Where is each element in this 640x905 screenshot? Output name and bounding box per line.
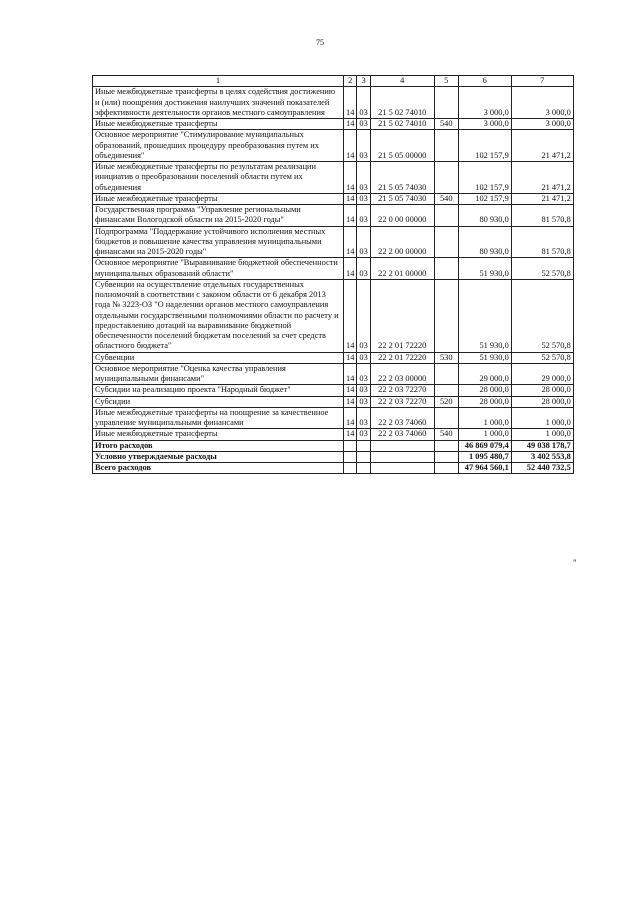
row-amount-col6: 1 000,0 xyxy=(458,429,511,440)
total-label: Условно утверждаемые расходы xyxy=(93,451,344,462)
row-subsection-code: 03 xyxy=(357,258,370,280)
row-target-article: 21 5 02 74010 xyxy=(370,87,434,119)
column-header: 7 xyxy=(511,76,573,87)
row-amount-col7: 1 000,0 xyxy=(511,429,573,440)
row-amount-col6: 28 000,0 xyxy=(458,396,511,407)
total-amount-col6: 1 095 480,7 xyxy=(458,451,511,462)
row-description: Иные межбюджетные трансферты xyxy=(93,193,344,204)
row-amount-col7: 3 000,0 xyxy=(511,87,573,119)
row-section-code: 14 xyxy=(344,193,357,204)
row-subsection-code: 03 xyxy=(357,119,370,130)
row-target-article: 22 2 03 74060 xyxy=(370,429,434,440)
row-section-code: 14 xyxy=(344,429,357,440)
table-row xyxy=(93,258,574,280)
empty-cell xyxy=(344,440,357,451)
empty-cell xyxy=(357,451,370,462)
row-description: Подпрограмма "Поддержание устойчивого исполнения местных бюджетов и повышение качества управления муниципальными финансами на 2015-2020 годы" xyxy=(93,226,344,258)
empty-cell xyxy=(357,440,370,451)
row-subsection-code: 03 xyxy=(357,226,370,258)
row-section-code: 14 xyxy=(344,119,357,130)
row-amount-col7: 52 570,8 xyxy=(511,258,573,280)
table-row xyxy=(93,193,574,204)
row-section-code: 14 xyxy=(344,352,357,363)
row-expense-type: 520 xyxy=(434,396,458,407)
row-description: Основное мероприятие "Выравнивание бюджетной обеспеченности муниципальных образований области" xyxy=(93,258,344,280)
row-subsection-code: 03 xyxy=(357,352,370,363)
row-expense-type: 540 xyxy=(434,429,458,440)
empty-cell xyxy=(344,463,357,474)
row-target-article: 22 2 03 72270 xyxy=(370,396,434,407)
column-header: 6 xyxy=(458,76,511,87)
empty-cell xyxy=(357,463,370,474)
column-header-row xyxy=(93,76,574,87)
row-subsection-code: 03 xyxy=(357,385,370,396)
row-expense-type xyxy=(434,87,458,119)
total-label: Итого расходов xyxy=(93,440,344,451)
row-subsection-code: 03 xyxy=(357,130,370,162)
row-amount-col7: 3 000,0 xyxy=(511,119,573,130)
table-row xyxy=(93,352,574,363)
row-target-article: 22 2 01 00000 xyxy=(370,258,434,280)
row-description: Иные межбюджетные трансферты xyxy=(93,119,344,130)
row-subsection-code: 03 xyxy=(357,279,370,352)
row-expense-type xyxy=(434,407,458,429)
row-section-code: 14 xyxy=(344,205,357,227)
table-row xyxy=(93,407,574,429)
row-description: Государственная программа "Управление региональными финансами Вологодской области на 2015-2020 годы" xyxy=(93,205,344,227)
row-expense-type xyxy=(434,205,458,227)
empty-cell xyxy=(434,451,458,462)
row-target-article: 22 2 01 72220 xyxy=(370,352,434,363)
total-row xyxy=(93,451,574,462)
row-description: Иные межбюджетные трансферты xyxy=(93,429,344,440)
row-amount-col7: 81 570,8 xyxy=(511,226,573,258)
row-amount-col6: 80 930,0 xyxy=(458,226,511,258)
table-row xyxy=(93,119,574,130)
row-description: Субвенции xyxy=(93,352,344,363)
row-amount-col7: 1 000,0 xyxy=(511,407,573,429)
empty-cell xyxy=(434,440,458,451)
table-row xyxy=(93,130,574,162)
table-row xyxy=(93,429,574,440)
row-target-article: 21 5 05 74030 xyxy=(370,193,434,204)
row-target-article: 22 0 00 00000 xyxy=(370,205,434,227)
row-expense-type xyxy=(434,162,458,194)
row-amount-col6: 28 000,0 xyxy=(458,385,511,396)
row-amount-col7: 52 570,8 xyxy=(511,279,573,352)
row-amount-col7: 29 000,0 xyxy=(511,363,573,385)
row-section-code: 14 xyxy=(344,279,357,352)
column-header: 5 xyxy=(434,76,458,87)
expenditure-table xyxy=(92,75,574,474)
row-section-code: 14 xyxy=(344,407,357,429)
table-row xyxy=(93,363,574,385)
row-expense-type xyxy=(434,363,458,385)
column-header: 1 xyxy=(93,76,344,87)
row-section-code: 14 xyxy=(344,226,357,258)
row-amount-col6: 51 930,0 xyxy=(458,258,511,280)
row-expense-type: 540 xyxy=(434,193,458,204)
row-expense-type: 530 xyxy=(434,352,458,363)
table-row xyxy=(93,226,574,258)
row-target-article: 21 5 05 00000 xyxy=(370,130,434,162)
row-amount-col7: 21 471,2 xyxy=(511,162,573,194)
row-amount-col6: 51 930,0 xyxy=(458,352,511,363)
row-amount-col6: 1 000,0 xyxy=(458,407,511,429)
table-row xyxy=(93,87,574,119)
row-target-article: 22 2 01 72220 xyxy=(370,279,434,352)
row-target-article: 22 2 03 74060 xyxy=(370,407,434,429)
row-subsection-code: 03 xyxy=(357,193,370,204)
total-label: Всего расходов xyxy=(93,463,344,474)
row-amount-col6: 29 000,0 xyxy=(458,363,511,385)
table-row xyxy=(93,385,574,396)
row-amount-col6: 102 157,9 xyxy=(458,162,511,194)
row-description: Иные межбюджетные трансферты в целях содействия достижению и (или) поощрения достижения наилучших значений показателей эффективности деятельности органов местного самоуправления xyxy=(93,87,344,119)
total-amount-col6: 46 869 079,4 xyxy=(458,440,511,451)
column-header: 2 xyxy=(344,76,357,87)
row-section-code: 14 xyxy=(344,363,357,385)
row-amount-col7: 81 570,8 xyxy=(511,205,573,227)
row-amount-col7: 21 471,2 xyxy=(511,130,573,162)
row-expense-type xyxy=(434,226,458,258)
row-target-article: 21 5 05 74030 xyxy=(370,162,434,194)
row-section-code: 14 xyxy=(344,385,357,396)
row-target-article: 22 2 00 00000 xyxy=(370,226,434,258)
table-row xyxy=(93,279,574,352)
empty-cell xyxy=(370,463,434,474)
empty-cell xyxy=(344,451,357,462)
table-row xyxy=(93,205,574,227)
row-section-code: 14 xyxy=(344,87,357,119)
empty-cell xyxy=(370,440,434,451)
row-amount-col6: 3 000,0 xyxy=(458,87,511,119)
row-subsection-code: 03 xyxy=(357,205,370,227)
row-amount-col7: 28 000,0 xyxy=(511,396,573,407)
row-amount-col6: 51 930,0 xyxy=(458,279,511,352)
row-description: Иные межбюджетные трансферты на поощрение за качественное управление муниципальными финансами xyxy=(93,407,344,429)
column-header: 3 xyxy=(357,76,370,87)
total-row xyxy=(93,463,574,474)
total-amount-col7: 49 038 178,7 xyxy=(511,440,573,451)
row-section-code: 14 xyxy=(344,396,357,407)
row-amount-col7: 28 000,0 xyxy=(511,385,573,396)
row-expense-type xyxy=(434,258,458,280)
row-amount-col6: 102 157,9 xyxy=(458,193,511,204)
empty-cell xyxy=(434,463,458,474)
closing-quote-mark: " xyxy=(573,558,577,568)
page-number: 75 xyxy=(316,38,324,47)
table-row xyxy=(93,162,574,194)
row-target-article: 22 2 03 72270 xyxy=(370,385,434,396)
row-expense-type xyxy=(434,279,458,352)
row-expense-type xyxy=(434,130,458,162)
row-description: Основное мероприятие "Стимулирование муниципальных образований, прошедших процедуру преобразования путем их объединения" xyxy=(93,130,344,162)
table-row xyxy=(93,396,574,407)
column-header: 4 xyxy=(370,76,434,87)
row-description: Основное мероприятие "Оценка качества управления муниципальными финансами" xyxy=(93,363,344,385)
empty-cell xyxy=(370,451,434,462)
row-section-code: 14 xyxy=(344,162,357,194)
row-expense-type xyxy=(434,385,458,396)
row-description: Иные межбюджетные трансферты по результатам реализации инициатив о преобразовании поселений области путем их объединения xyxy=(93,162,344,194)
row-target-article: 22 2 03 00000 xyxy=(370,363,434,385)
row-amount-col6: 80 930,0 xyxy=(458,205,511,227)
row-expense-type: 540 xyxy=(434,119,458,130)
row-subsection-code: 03 xyxy=(357,407,370,429)
row-amount-col7: 21 471,2 xyxy=(511,193,573,204)
row-target-article: 21 5 02 74010 xyxy=(370,119,434,130)
row-amount-col6: 102 157,9 xyxy=(458,130,511,162)
total-amount-col7: 3 402 553,8 xyxy=(511,451,573,462)
row-subsection-code: 03 xyxy=(357,162,370,194)
row-description: Субвенции на осуществление отдельных государственных полномочий в соответствии с законом области от 6 декабря 2013 года № 3223-ОЗ "О наделении органов местного самоуправления отдельными государственными полномочиями области по расчету и предоставлению дотаций на выравнивание бюджетной обеспеченности поселений бюджетам поселений за счет средств областного бюджета" xyxy=(93,279,344,352)
total-row xyxy=(93,440,574,451)
row-section-code: 14 xyxy=(344,130,357,162)
row-subsection-code: 03 xyxy=(357,363,370,385)
total-amount-col6: 47 964 560,1 xyxy=(458,463,511,474)
row-subsection-code: 03 xyxy=(357,429,370,440)
row-subsection-code: 03 xyxy=(357,87,370,119)
row-amount-col6: 3 000,0 xyxy=(458,119,511,130)
row-description: Субсидии на реализацию проекта "Народный бюджет" xyxy=(93,385,344,396)
row-amount-col7: 52 570,8 xyxy=(511,352,573,363)
total-amount-col7: 52 440 732,5 xyxy=(511,463,573,474)
row-section-code: 14 xyxy=(344,258,357,280)
row-description: Субсидии xyxy=(93,396,344,407)
row-subsection-code: 03 xyxy=(357,396,370,407)
table-body xyxy=(93,76,574,474)
